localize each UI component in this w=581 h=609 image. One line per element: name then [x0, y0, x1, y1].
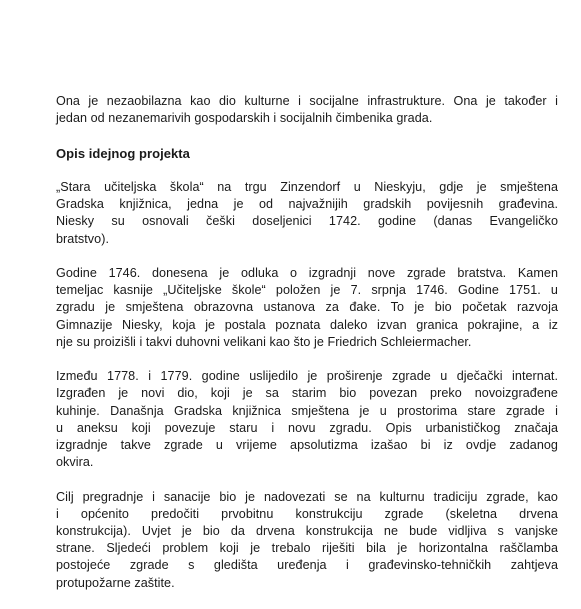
text-line: Između 1778. i 1779. godine uslijedilo je proširenje zgrade u dječački internat. — [56, 369, 558, 384]
text-line: Gimnazije Niesky, koja je postala poznata daleko izvan granica pokrajine, a iz — [56, 317, 558, 332]
text-line: Godine 1746. donesena je odluka o izgradnji nove zgrade bratstva. Kamen — [56, 265, 558, 280]
text-line: bratstvo). — [56, 231, 109, 246]
text-line: „Stara učiteljska škola“ na trgu Zinzendorf u Nieskyju, gdje je smještena — [56, 179, 558, 194]
text-line: zgradu je smještena obrazovna ustanova za đake. To je bio početak razvoja — [56, 300, 558, 315]
paragraph-history-intro — [56, 179, 558, 248]
text-line: strane. Sljedeći problem koji je trebalo riješiti bila je horizontalna raščlamba — [56, 541, 558, 556]
text-line: u aneksu koji povezuje staru i novu zgradu. Opis urbanističkog značaja — [56, 420, 558, 435]
text-line: okvira. — [56, 455, 94, 470]
text-line: postojeće zgrade s gledišta uređenja i građevinsko-tehničkih zahtjeva — [56, 558, 558, 573]
text-line: temeljac kasnije „Učiteljske škole“ položen je 7. srpnja 1746. Godine 1751. u — [56, 283, 558, 298]
intro-paragraph — [56, 93, 558, 127]
text-line: Niesky su osnovali češki doseljenici 1742. godine (danas Evangeličko — [56, 214, 558, 229]
text-line: kuhinje. Današnja Gradska knjižnica smještena je u prostorima stare zgrade i — [56, 403, 558, 418]
paragraph-goal — [56, 489, 558, 592]
text-line: i općenito predočiti prvobitnu konstrukciju zgrade (skeletna drvena — [56, 506, 558, 521]
text-line: nje su proizišli i takvi duhovni velikani kao što je Friedrich Schleiermacher. — [56, 334, 472, 349]
paragraph-1746 — [56, 265, 558, 351]
text-line: Gradska knjižnica, jedna je od najvažnijih gradskih povijesnih građevina. — [56, 197, 558, 212]
text-line: Izgrađen je novi dio, koji je sa starim bio povezan preko novoizgrađene — [56, 386, 558, 401]
paragraph-1778 — [56, 368, 558, 471]
text-line: Ona je nezaobilazna kao dio kulturne i socijalne infrastrukture. Ona je također i — [56, 94, 558, 108]
text-line: protupožarne zaštite. — [56, 575, 175, 590]
text-line: Cilj pregradnje i sanacije bio je nadovezati se na kulturnu tradiciju zgrade, kao — [56, 489, 558, 504]
text-line: konstrukcija). Uvjet je bio da drvena konstrukcija ne bude vidljiva s vanjske — [56, 524, 558, 538]
section-heading: Opis idejnog projekta — [56, 145, 190, 161]
text-line: jedan od nezanemarivih gospodarskih i socijalnih čimbenika grada. — [56, 111, 433, 126]
text-line: izgradnje takve zgrade u vrijeme apsolutizma izašao bi iz ovdje zadanog — [56, 438, 558, 452]
document-body — [56, 93, 558, 609]
